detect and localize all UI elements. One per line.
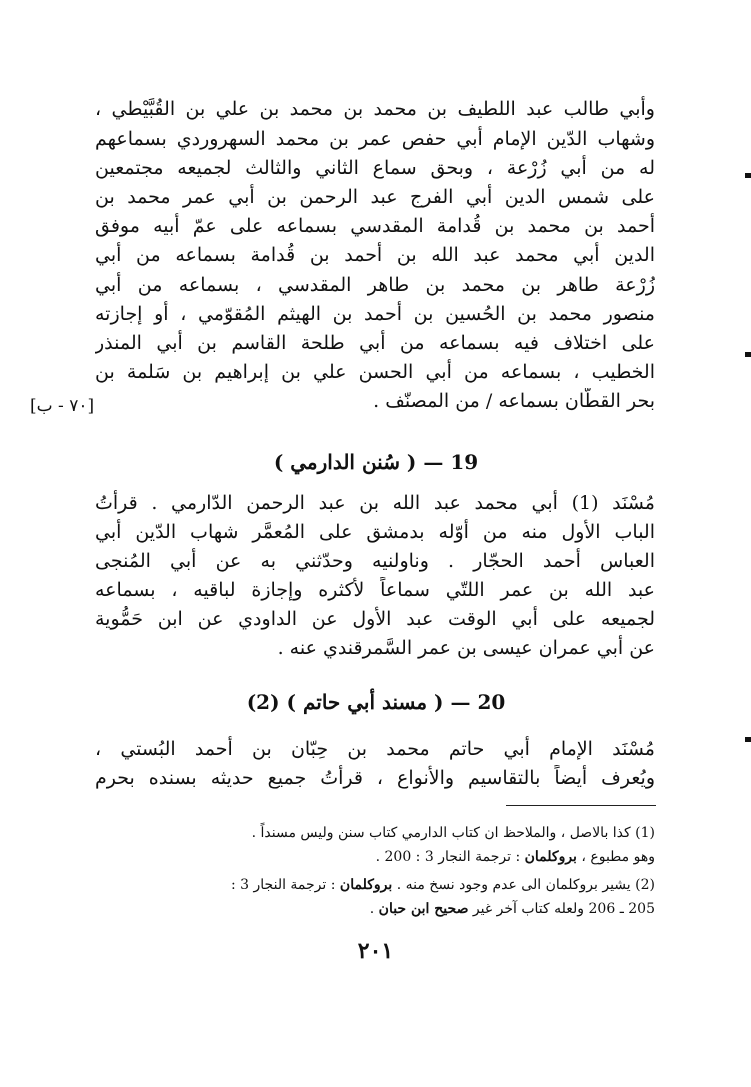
- text-line: وأبي طالب عبد اللطيف بن محمد بن محمد بن علي بن القُبَّيْطي ،: [95, 98, 655, 120]
- footnote-text: 205 ـ 206 ولعله كتاب آخر غير: [468, 901, 655, 917]
- text-line: أحمد بن محمد بن قُدامة المقدسي بسماعه على عمّ أبيه موفق: [95, 215, 655, 237]
- footnote-citation: بروكلمان: [339, 877, 393, 893]
- text-line: وشهاب الدّين الإمام أبي حفص عمر بن محمد السهروردي بسماعهم: [95, 128, 655, 150]
- text-line: ويُعرف أيضاً بالتقاسيم والأنواع ، قرأتُ جميع حديثه بسنده بحرم: [95, 767, 655, 789]
- footnote-1-line-2: [95, 846, 655, 868]
- text-line: مُسْنَد الإمام أبي حاتم محمد بن حِبّان بن أحمد البُستي ،: [95, 738, 655, 760]
- text-line: عبد الله بن عمر اللتّي سماعاً لأكثره وإجازة لباقيه ، بسماعه: [95, 579, 655, 601]
- text-line: الدين أبي محمد عبد الله بن أحمد بن قُدامة بسماعه من أبي: [95, 244, 655, 266]
- text-line: مُسْنَد (1) أبي محمد عبد الله بن عبد الرحمن الدّارمي . قرأتُ: [95, 492, 655, 514]
- text-line: بحر القطّان بسماعه / من المصنّف .: [373, 390, 655, 412]
- footnote-text: .: [369, 901, 379, 917]
- text-line: لجميعه على أبي الوقت عبد الأول عن الداودي عن ابن حَمُّوية: [95, 608, 655, 630]
- text-line: العباس أحمد الحجّار . وناولنيه وحدّثني به عن أبي المُنجى: [95, 550, 655, 572]
- edge-mark: [745, 173, 751, 178]
- text-line: زُرْعة طاهر بن محمد بن طاهر المقدسي ، بسماعه من أبي: [95, 274, 655, 296]
- edge-mark: [745, 352, 751, 357]
- text-line: على شمس الدين أبي الفرج عبد الرحمن بن أبي عمر محمد بن: [95, 186, 655, 208]
- footnote-text: (2) يشير بروكلمان الى عدم وجود نسخ منه .: [392, 877, 655, 893]
- footnote-citation: صحيح ابن حبان: [378, 901, 469, 917]
- text-line: منصور محمد بن الحُسين بن أحمد بن الهيثم المُقوّمي ، أو إجازته: [95, 303, 655, 325]
- text-line: عن أبي عمران عيسى بن عمر السَّمرقندي عنه .: [277, 637, 655, 659]
- footnote-2-line-2: [95, 898, 655, 920]
- text-line: الخطيب ، بسماعه من أبي الحسن علي بن إبراهيم بن سَلمة بن: [95, 361, 655, 383]
- footnote-divider: [506, 805, 656, 806]
- folio-margin-note: [٧٠ - ب]: [30, 396, 95, 416]
- footnote-text: وهو مطبوع ،: [576, 849, 655, 865]
- page-number: ٢٠١: [357, 938, 394, 964]
- edge-mark: [745, 737, 751, 742]
- footnote-1-line-1: (1) كذا بالاصل ، والملاحظ ان كتاب الدارمي كتاب سنن وليس مسنداً .: [251, 825, 655, 841]
- footnote-text: : ترجمة النجار 3 : 200 .: [375, 849, 525, 865]
- text-line: له من أبي زُرْعة ، وبحق سماع الثاني والثالث لجميعه مجتمعين: [95, 157, 655, 179]
- footnote-citation: بروكلمان: [524, 849, 577, 865]
- section-heading-20: 20 — ( مسند أبي حاتم ) (2): [246, 690, 506, 714]
- footnote-2-line-1: [95, 874, 655, 896]
- text-line: على اختلاف فيه بسماعه من أبي طلحة القاسم بن أبي المنذر: [95, 332, 655, 354]
- footnote-text: : ترجمة النجار 3 :: [230, 877, 340, 893]
- section-heading-19: 19 — ( سُنن الدارمي ): [273, 450, 479, 474]
- text-line: الباب الأول منه من أوّله بدمشق على المُعمَّر شهاب الدّين أبي: [95, 521, 655, 543]
